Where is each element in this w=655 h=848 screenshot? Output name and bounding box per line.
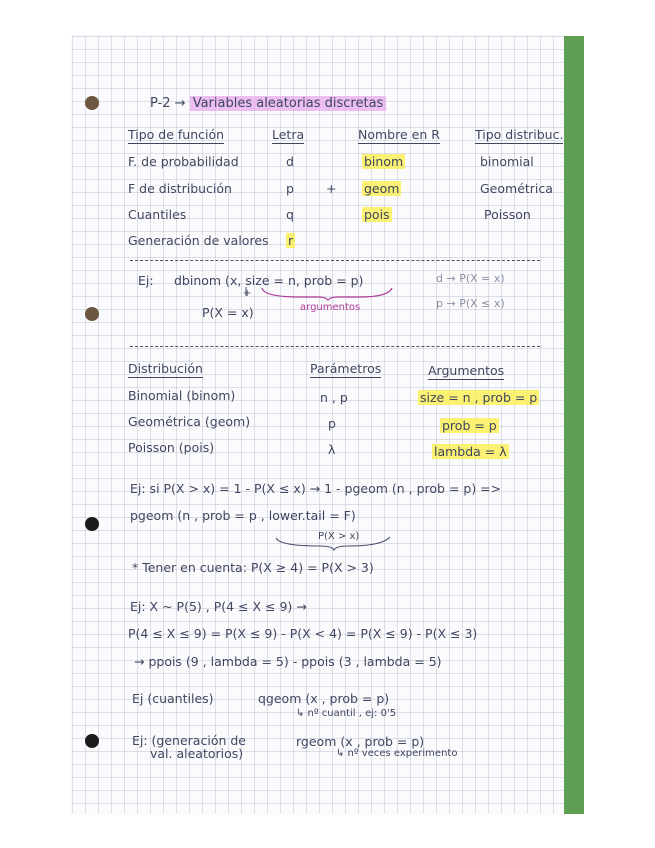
ex1-code: dbinom (x, size = n, prob = p) — [174, 273, 364, 288]
ex1-label: Ej: — [138, 273, 154, 288]
t1-row3-tipo: Poisson — [484, 207, 531, 222]
t2-row2-params: p — [328, 416, 336, 431]
note-line: * Tener en cuenta: P(X ≥ 4) = P(X > 3) — [132, 560, 374, 575]
divider-bottom — [130, 346, 540, 347]
title-prefix: P-2 → — [150, 96, 186, 111]
ex5-label-1: Ej: (generación de — [132, 733, 246, 748]
t1-row2-func: F de distribución — [128, 181, 232, 196]
t2-row1-params: n , p — [320, 390, 348, 405]
t1-header-nombre: Nombre en R — [358, 127, 440, 142]
divider-top — [130, 260, 540, 261]
t1-row1-tipo: binomial — [480, 154, 534, 169]
t2-row2-args: prob = p — [442, 418, 497, 433]
t1-row3-letra: q — [286, 207, 294, 222]
title-text: Variables aleatorias discretas — [190, 96, 387, 111]
t1-header-tipo: Tipo distribuc. — [475, 127, 564, 142]
ex3-line3: → ppois (9 , lambda = 5) - ppois (3 , lambda = 5) — [134, 654, 442, 669]
t2-header-dist: Distribución — [128, 361, 203, 376]
ex4-code: qgeom (x , prob = p) — [258, 691, 390, 706]
t2-header-params: Parámetros — [310, 361, 382, 376]
t1-header-letra: Letra — [272, 127, 305, 142]
t2-row3-params: λ — [328, 442, 336, 457]
ex1-side2: p → P(X ≤ x) — [436, 297, 505, 310]
ex4-label: Ej (cuantiles) — [132, 691, 214, 706]
ex2-line1: Ej: si P(X > x) = 1 - P(X ≤ x) → 1 - pgeom (n , prob = p) => — [130, 481, 502, 496]
ex4-note: ↳ nº cuantil , ej: 0'5 — [296, 708, 397, 719]
t1-row2-tipo: Geométrica — [480, 181, 553, 196]
ex5-code: rgeom (x , prob = p) — [296, 734, 425, 749]
t1-row2-letra: p — [286, 181, 294, 196]
ex3-line1: Ej: X ~ P(5) , P(4 ≤ X ≤ 9) → — [130, 599, 307, 614]
t1-row2-nombre: geom — [364, 181, 400, 196]
ex1-side1: d → P(X = x) — [436, 272, 505, 285]
t1-header-func: Tipo de función — [128, 127, 225, 142]
ex1-annotation: argumentos — [300, 302, 361, 313]
t2-row1-dist: Binomial (binom) — [128, 388, 236, 403]
ex2-brace-label: P(X > x) — [318, 531, 360, 542]
t2-row3-dist: Poisson (pois) — [128, 440, 215, 455]
ex1-plus: + — [243, 288, 252, 299]
ex1-result: P(X = x) — [202, 305, 254, 320]
t1-row1-letra: d — [286, 154, 294, 169]
ex2-line2: pgeom (n , prob = p , lower.tail = F) — [130, 508, 356, 523]
t1-row1-nombre: binom — [364, 154, 404, 169]
t1-plus: + — [326, 181, 337, 196]
t1-row1-func: F. de probabilidad — [128, 154, 239, 169]
t2-row3-args: lambda = λ — [434, 444, 507, 459]
ex5-label-2: val. aleatorios) — [150, 746, 244, 761]
t2-header-args: Argumentos — [428, 363, 505, 378]
t1-row4-letra: r — [288, 233, 294, 248]
ex5-note: ↳ nº veces experimento — [336, 748, 458, 759]
t2-row2-dist: Geométrica (geom) — [128, 414, 251, 429]
t2-row1-args: size = n , prob = p — [420, 390, 538, 405]
t1-row3-nombre: pois — [364, 207, 390, 222]
t1-row3-func: Cuantiles — [128, 207, 187, 222]
ex3-line2: P(4 ≤ X ≤ 9) = P(X ≤ 9) - P(X < 4) = P(X ≤ 9) - P(X ≤ 3) — [128, 626, 478, 641]
t1-row4-func: Generación de valores — [128, 233, 269, 248]
